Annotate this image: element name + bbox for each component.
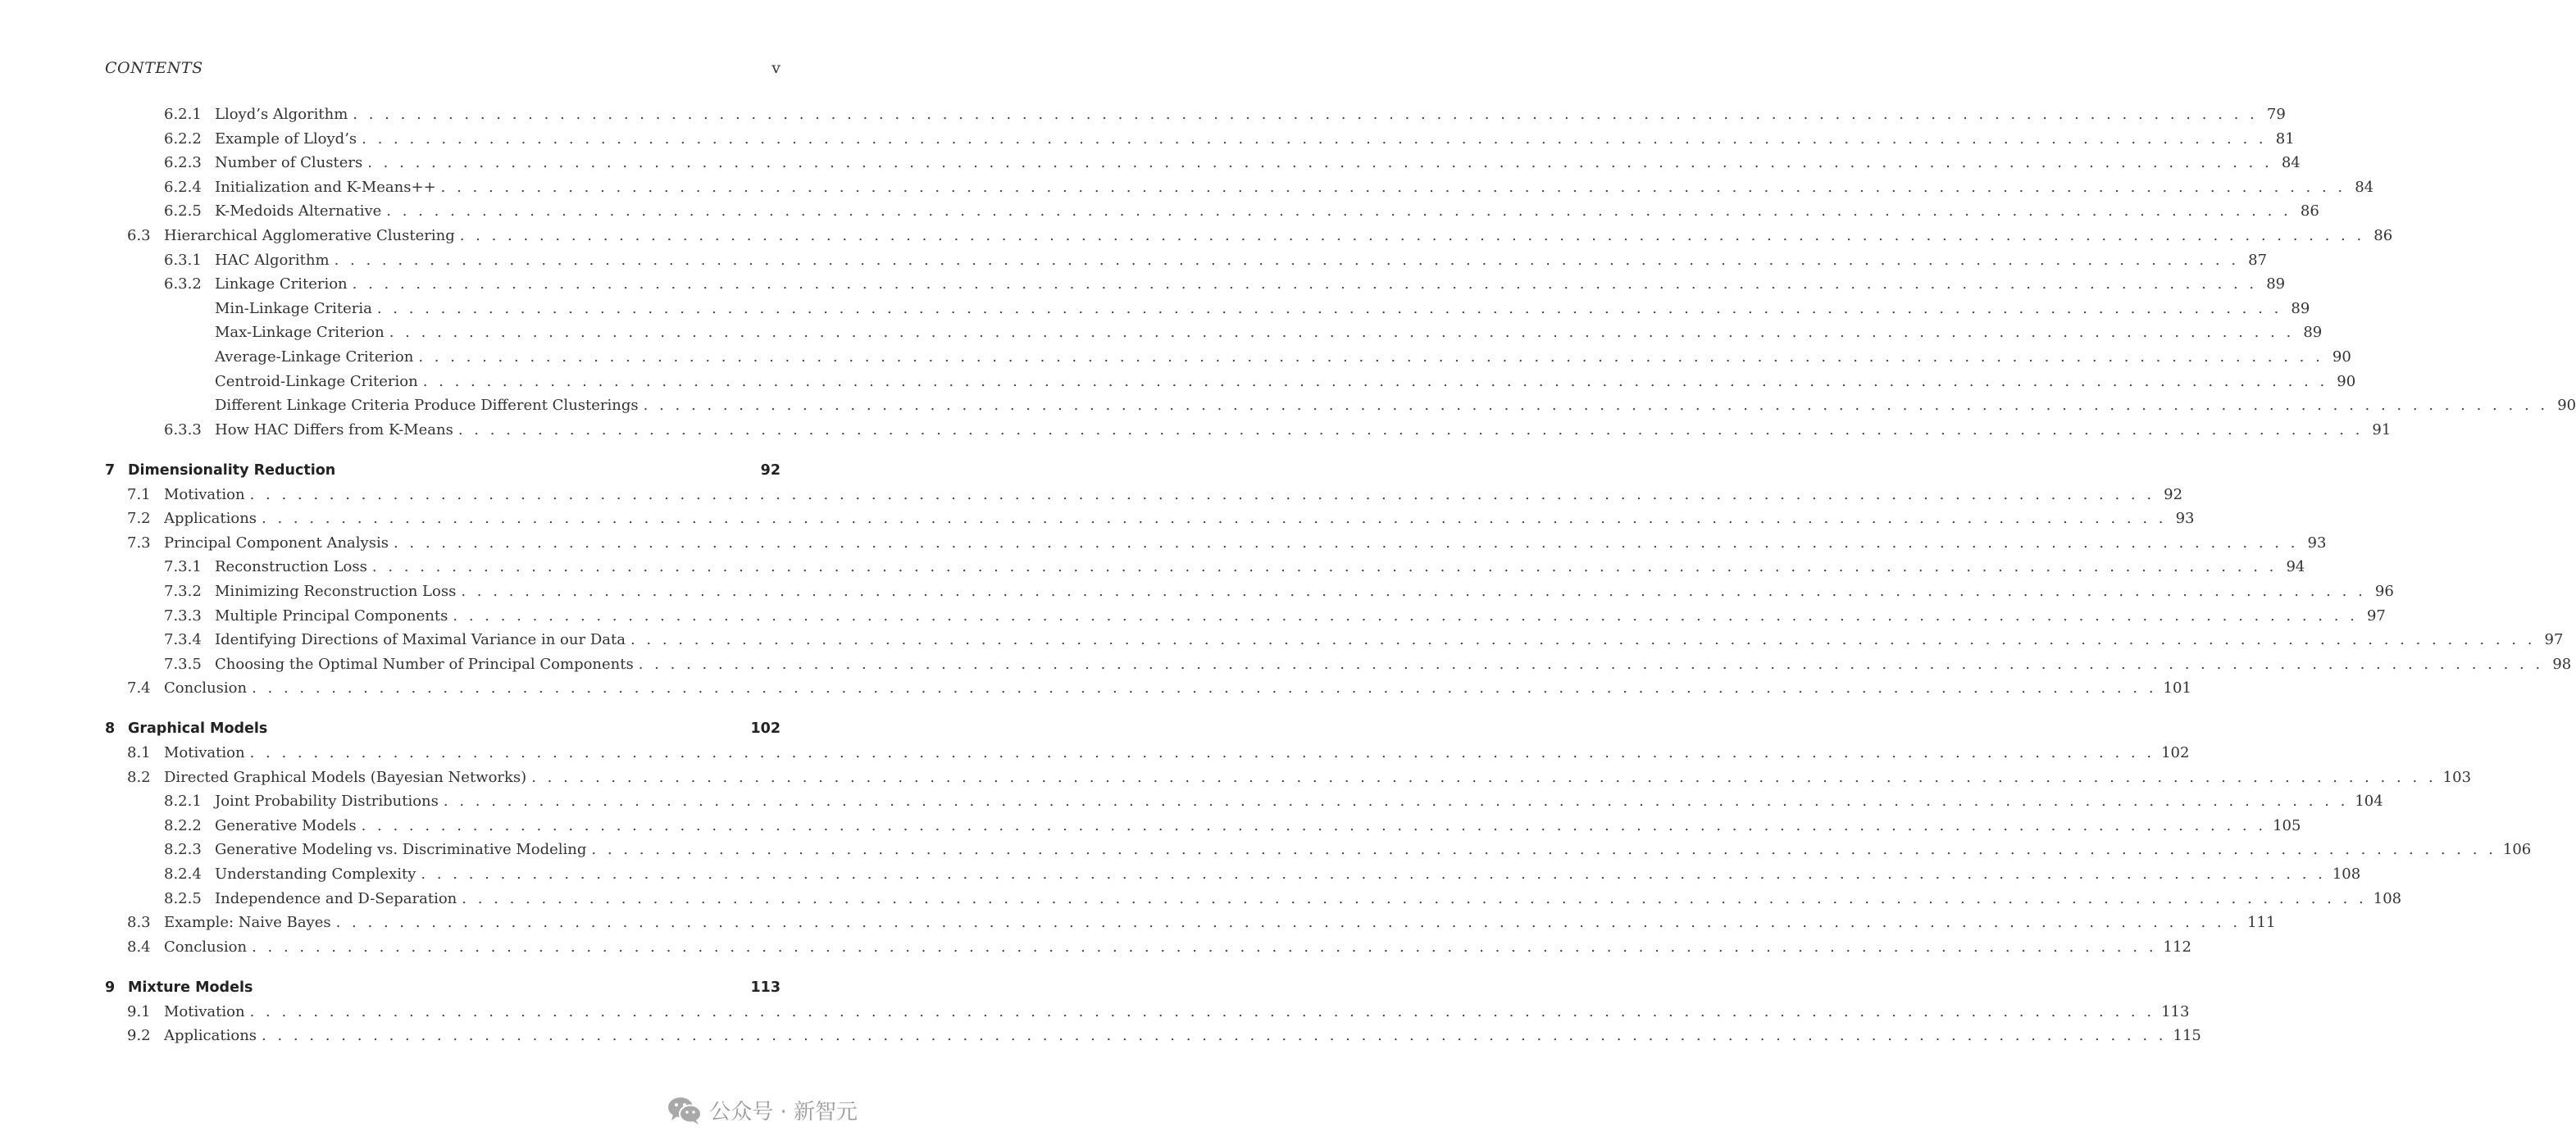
toc-entry-title: Motivation [164,744,245,761]
toc-entry[interactable] [105,370,2356,393]
dot-leader: . . . . . . . . . . . . . . . . . . . . . . . . . . . . . . . . . . . . . . . . . . . . . . . . . . . . . . . . . . . . . . . . . . . . . . . . . . . . . . . . . . . . . . . . . . . . . . . . . . . . . . . . . . . . . . . . . . . . . . . . [643,397,2549,415]
toc-entry-number: 7.3.3 [164,607,202,625]
dot-leader: . . . . . . . . . . . . . . . . . . . . . . . . . . . . . . . . . . . . . . . . . . . . . . . . . . . . . . . . . . . . . . . . . . . . . . . . . . . . . . . . . . . . . . . . . . . . . . . . . . . . . . . . . . . . . . . . . . . . . . . . [461,582,2366,600]
watermark-text: 公众号 · 新智元 [709,1100,858,1125]
toc-entry-page: 87 [2248,251,2268,269]
toc-entry-title: Mixture Models [128,979,253,996]
dot-leader: . . . . . . . . . . . . . . . . . . . . . . . . . . . . . . . . . . . . . . . . . . . . . . . . . . . . . . . . . . . . . . . . . . . . . . . . . . . . . . . . . . . . . . . . . . . . . . . . . . . . . . . . . . . . . . . . . . . . . . . . [262,510,2167,528]
toc-entry[interactable] [105,838,2532,861]
toc-entry-title: Applications [164,510,257,528]
toc-entry-number: 6.2.2 [164,129,202,148]
dot-leader: . . . . . . . . . . . . . . . . . . . . . . . . . . . . . . . . . . . . . . . . . . . . . . . . . . . . . . . . . . . . . . . . . . . . . . . . . . . . . . . . . . . . . . . . . . . . . . . . . . . . . . . . . . . . . . . . . . . . . . . . [367,154,2273,172]
toc-entry-number: 8.1 [127,744,151,761]
toc-entry[interactable] [105,556,2305,579]
toc-entry[interactable] [105,394,2576,417]
toc-entry-title: Graphical Models [128,720,268,738]
dot-leader: . . . . . . . . . . . . . . . . . . . . . . . . . . . . . . . . . . . . . . . . . . . . . . . . . . . . . . . . . . . . . . . . . . . . . . . . . . . . . . . . . . . . . . . . . . . . . . . . . . . . . . . . . . . . . . . . . . . . . . . . [249,485,2155,503]
toc-entry-title: Applications [164,1027,257,1045]
toc-entry-title: Motivation [164,1002,245,1020]
toc-entry-number: 6.2.3 [164,154,202,172]
toc-entry-page: 97 [2544,631,2564,649]
dot-leader: . . . . . . . . . . . . . . . . . . . . . . . . . . . . . . . . . . . . . . . . . . . . . . . . . . . . . . . . . . . . . . . . . . . . . . . . . . . . . . . . . . . . . . . . . . . . . . . . . . . . . . . . . . . . . . . . . . . . . . . . [459,227,2365,244]
toc-entry[interactable] [105,742,2190,765]
toc-entry[interactable] [105,273,2286,296]
toc-entry-title: Different Linkage Criteria Produce Different Clusterings [215,397,639,415]
toc-entry-page: 97 [2366,607,2386,625]
toc-entry-page: 92 [2164,485,2183,503]
toc-entry-page: 98 [2552,655,2572,673]
toc-entry-page: 113 [2161,1002,2190,1020]
toc-entry-page: 112 [2163,938,2191,956]
wechat-icon [667,1096,703,1125]
toc-entry-page: 105 [2273,816,2301,834]
toc-entry-title: Independence and D-Separation [215,889,457,907]
dot-leader: . . . . . . . . . . . . . . . . . . . . . . . . . . . . . . . . . . . . . . . . . . . . . . . . . . . . . . . . . . . . . . . . . . . . . . . . . . . . . . . . . . . . . . . . . . . . . . . . . . . . . . . . . . . . . . . . . . . . . . . . [389,324,2295,342]
dot-leader: . . . . . . . . . . . . . . . . . . . . . . . . . . . . . . . . . . . . . . . . . . . . . . . . . . . . . . . . . . . . . . . . . . . . . . . . . . . . . . . . . . . . . . . . . . . . . . . . . . . . . . . . . . . . . . . . . . . . . . . . [386,202,2292,220]
toc-entry-number: 6.2.1 [164,106,202,123]
dot-leader: . . . . . . . . . . . . . . . . . . . . . . . . . . . . . . . . . . . . . . . . . . . . . . . . . . . . . . . . . . . . . . . . . . . . . . . . . . . . . . . . . . . . . . . . . . . . . . . . . . . . . . . . . . . . . . . . . . . . . . . . [252,679,2157,697]
toc-entry-title: K-Medoids Alternative [215,202,382,220]
toc-entry-page: 89 [2266,275,2286,293]
dot-leader: . . . . . . . . . . . . . . . . . . . . . . . . . . . . . . . . . . . . . . . . . . . . . . . . . . . . . . . . . . . . . . . . . . . . . . . . . . . . . . . . . . . . . . . . . . . . . . . . . . . . . . . . . . . . . . . . . . . . . . . . [252,938,2157,956]
toc-entry[interactable] [105,484,2183,507]
toc-entry[interactable] [105,936,2191,959]
dot-leader: . . . . . . . . . . . . . . . . . . . . . . . . . . . . . . . . . . . . . . . . . . . . . . . . . . . . . . . . . . . . . . . . . . . . . . . . . . . . . . . . . . . . . . . . . . . . . . . . . . . . . . . . . . . . . . . . . . . . . . . . [249,1002,2155,1020]
toc-entry-number: 7.4 [127,679,151,697]
toc-entry-number: 6.3.3 [164,420,202,438]
toc-entry-page: 90 [2557,397,2576,415]
toc-entry-page: 115 [2173,1027,2201,1045]
toc-entry[interactable] [105,1001,2190,1024]
toc-entry-page: 96 [2374,582,2394,600]
toc-entry-page: 84 [2281,154,2301,172]
dot-leader: . . . . . . . . . . . . . . . . . . . . . . . . . . . . . . . . . . . . . . . . . . . . . . . . . . . . . . . . . . . . . . . . . . . . . . . . . . . . . . . . . . . . . . . . . . . . . . . . . . . . . . . . . . . . . . . . . . . . . . . . [393,534,2299,552]
toc-entry-number: 8.4 [127,938,151,956]
toc-entry-number: 7.3.1 [164,558,202,576]
toc-entry-number: 6.2.4 [164,178,202,196]
toc-entry[interactable] [105,200,2319,223]
dot-leader: . . . . . . . . . . . . . . . . . . . . . . . . . . . . . . . . . . . . . . . . . . . . . . . . . . . . . . . . . . . . . . . . . . . . . . . . . . . . . . . . . . . . . . . . . . . . . . . . . . . . . . . . . . . . . . . . . . . . . . . . [371,558,2278,576]
toc-entry-page: 79 [2266,106,2286,123]
running-head [105,59,781,84]
toc-entry[interactable] [105,532,2327,555]
page-number: v [771,59,781,77]
watermark [667,1095,858,1125]
toc-entry-page: 103 [2442,768,2472,786]
toc-entry[interactable] [105,249,2268,272]
toc-entry[interactable] [105,103,2286,126]
toc-entry[interactable] [105,815,2301,838]
toc-entry-number: 7.3.4 [164,631,202,649]
dot-leader: . . . . . . . . . . . . . . . . . . . . . . . . . . . . . . . . . . . . . . . . . . . . . . . . . . . . . . . . . . . . . . . . . . . . . . . . . . . . . . . . . . . . . . . . . . . . . . . . . . . . . . . . . . . . . . . . . . . . . . . . [334,251,2240,269]
toc-entry-number: 6.3.2 [164,275,202,293]
dot-leader: . . . . . . . . . . . . . . . . . . . . . . . . . . . . . . . . . . . . . . . . . . . . . . . . . . . . . . . . . . . . . . . . . . . . . . . . . . . . . . . . . . . . . . . . . . . . . . . . . . . . . . . . . . . . . . . . . . . . . . . . [335,914,2241,932]
toc-entry-number: 8.3 [127,914,151,932]
toc-entry-page: 91 [2372,420,2392,438]
toc-entry-page: 94 [2286,558,2305,576]
toc-entry[interactable] [105,605,2386,628]
toc-entry[interactable] [105,128,2295,151]
toc-entry-title: Initialization and K-Means++ [215,178,436,196]
toc-entry-title: Number of Clusters [215,154,363,172]
toc-entry-page: 89 [2291,299,2310,317]
dot-leader: . . . . . . . . . . . . . . . . . . . . . . . . . . . . . . . . . . . . . . . . . . . . . . . . . . . . . . . . . . . . . . . . . . . . . . . . . . . . . . . . . . . . . . . . . . . . . . . . . . . . . . . . . . . . . . . . . . . . . . . . [262,1027,2167,1045]
toc-entry[interactable] [105,507,2195,530]
dot-leader: . . . . . . . . . . . . . . . . . . . . . . . . . . . . . . . . . . . . . . . . . . . . . . . . . . . . . . . . . . . . . . . . . . . . . . . . . . . . . . . . . . . . . . . . . . . . . . . . . . . . . . . . . . . . . . . . . . . . . . . . [453,607,2358,625]
dot-leader: . . . . . . . . . . . . . . . . . . . . . . . . . . . . . . . . . . . . . . . . . . . . . . . . . . . . . . . . . . . . . . . . . . . . . . . . . . . . . . . . . . . . . . . . . . . . . . . . . . . . . . . . . . . . . . . . . . . . . . . . [638,655,2544,673]
toc-entry-page: 101 [2163,679,2191,697]
toc-entry-number: 8.2.1 [164,793,202,811]
toc-entry-number: 7.1 [127,485,151,503]
toc-entry-page: 86 [2373,227,2393,244]
toc-entry-number: 6.3 [127,227,151,244]
toc-entry[interactable] [105,419,2392,442]
toc-entry-number: 9 [105,979,116,996]
toc-entry-page: 102 [750,720,781,738]
running-head-title: CONTENTS [105,59,203,77]
toc-entry-title: Minimizing Reconstruction Loss [215,582,457,600]
toc-chapter-entry[interactable] [105,717,781,740]
dot-leader: . . . . . . . . . . . . . . . . . . . . . . . . . . . . . . . . . . . . . . . . . . . . . . . . . . . . . . . . . . . . . . . . . . . . . . . . . . . . . . . . . . . . . . . . . . . . . . . . . . . . . . . . . . . . . . . . . . . . . . . . [531,768,2437,786]
toc-entry-title: Max-Linkage Criterion [215,324,385,342]
toc-entry[interactable] [105,629,2564,652]
toc-entry-page: 86 [2300,202,2319,220]
toc-entry-number: 9.1 [127,1002,151,1020]
toc-entry[interactable] [105,346,2351,369]
toc-entry-title: Motivation [164,485,245,503]
toc-entry[interactable] [105,225,2393,248]
toc-entry-number: 7.2 [127,510,151,528]
toc-entry-number: 8.2.3 [164,841,202,859]
toc-entry-number: 7 [105,461,116,479]
toc-entry-page: 102 [2161,744,2190,761]
toc-entry-number: 7.3 [127,534,151,552]
toc-entry[interactable] [105,321,2323,344]
toc-entry-number: 9.2 [127,1027,151,1045]
toc-entry-title: Multiple Principal Components [215,607,448,625]
toc-entry-title: Directed Graphical Models (Bayesian Networks) [164,768,527,786]
toc-entry-number: 8.2.4 [164,866,202,883]
toc-entry-title: How HAC Differs from K-Means [215,420,453,438]
toc-entry-page: 108 [2332,866,2361,883]
dot-leader: . . . . . . . . . . . . . . . . . . . . . . . . . . . . . . . . . . . . . . . . . . . . . . . . . . . . . . . . . . . . . . . . . . . . . . . . . . . . . . . . . . . . . . . . . . . . . . . . . . . . . . . . . . . . . . . . . . . . . . . . [457,420,2364,438]
toc-entry-title: Lloyd’s Algorithm [215,106,348,123]
toc-entry-title: Example: Naive Bayes [164,914,331,932]
toc-entry-page: 93 [2307,534,2327,552]
toc-entry[interactable] [105,152,2301,175]
toc-entry[interactable] [105,677,2191,700]
toc-entry-page: 93 [2175,510,2195,528]
toc-entry-title: Understanding Complexity [215,866,416,883]
dot-leader: . . . . . . . . . . . . . . . . . . . . . . . . . . . . . . . . . . . . . . . . . . . . . . . . . . . . . . . . . . . . . . . . . . . . . . . . . . . . . . . . . . . . . . . . . . . . . . . . . . . . . . . . . . . . . . . . . . . . . . . . [249,744,2155,761]
dot-leader: . . . . . . . . . . . . . . . . . . . . . . . . . . . . . . . . . . . . . . . . . . . . . . . . . . . . . . . . . . . . . . . . . . . . . . . . . . . . . . . . . . . . . . . . . . . . . . . . . . . . . . . . . . . . . . . . . . . . . . . . [440,178,2346,196]
toc-entry-page: 108 [2373,889,2402,907]
toc-entry-title: Average-Linkage Criterion [215,348,414,366]
toc-entry-title: Conclusion [164,679,248,697]
dot-leader: . . . . . . . . . . . . . . . . . . . . . . . . . . . . . . . . . . . . . . . . . . . . . . . . . . . . . . . . . . . . . . . . . . . . . . . . . . . . . . . . . . . . . . . . . . . . . . . . . . . . . . . . . . . . . . . . . . . . . . . . [630,631,2536,649]
dot-leader: . . . . . . . . . . . . . . . . . . . . . . . . . . . . . . . . . . . . . . . . . . . . . . . . . . . . . . . . . . . . . . . . . . . . . . . . . . . . . . . . . . . . . . . . . . . . . . . . . . . . . . . . . . . . . . . . . . . . . . . . [362,129,2267,148]
toc-entry-title: Reconstruction Loss [215,558,367,576]
toc-chapter-entry[interactable] [105,976,781,999]
toc-entry-page: 92 [760,461,781,479]
toc-chapter-entry[interactable] [105,459,781,482]
toc-entry[interactable] [105,176,2374,199]
toc-entry[interactable] [105,580,2394,603]
toc-entry-page: 106 [2502,841,2532,859]
toc-entry-title: Joint Probability Distributions [215,793,439,811]
dot-leader: . . . . . . . . . . . . . . . . . . . . . . . . . . . . . . . . . . . . . . . . . . . . . . . . . . . . . . . . . . . . . . . . . . . . . . . . . . . . . . . . . . . . . . . . . . . . . . . . . . . . . . . . . . . . . . . . . . . . . . . . [361,816,2267,834]
toc-entry[interactable] [105,298,2310,320]
toc-entry-title: Principal Component Analysis [164,534,389,552]
toc-entry-page: 84 [2355,178,2374,196]
toc-entry-page: 89 [2303,324,2323,342]
toc-entry-number: 8.2.2 [164,816,202,834]
toc-entry-page: 111 [2247,914,2276,932]
toc-entry-title: Dimensionality Reduction [128,461,336,479]
toc-entry-title: Min-Linkage Criteria [215,299,372,317]
toc-entry-page: 113 [750,979,781,996]
toc-entry-page: 90 [2337,372,2356,390]
toc-entry-title: HAC Algorithm [215,251,330,269]
toc-entry-number: 8 [105,720,116,738]
toc-entry-title: Identifying Directions of Maximal Variance in our Data [215,631,626,649]
toc-entry[interactable] [105,653,2572,676]
toc-entry[interactable] [105,790,2383,813]
toc-entry-title: Choosing the Optimal Number of Principal Components [215,655,634,673]
toc-entry-title: Example of Lloyd’s [215,129,357,148]
dot-leader: . . . . . . . . . . . . . . . . . . . . . . . . . . . . . . . . . . . . . . . . . . . . . . . . . . . . . . . . . . . . . . . . . . . . . . . . . . . . . . . . . . . . . . . . . . . . . . . . . . . . . . . . . . . . . . . . . . . . . . . . [418,348,2323,366]
toc-entry-number: 8.2.5 [164,889,202,907]
dot-leader: . . . . . . . . . . . . . . . . . . . . . . . . . . . . . . . . . . . . . . . . . . . . . . . . . . . . . . . . . . . . . . . . . . . . . . . . . . . . . . . . . . . . . . . . . . . . . . . . . . . . . . . . . . . . . . . . . . . . . . . . [352,275,2258,293]
toc-entry-title: Linkage Criterion [215,275,348,293]
toc-entry-page: 104 [2355,793,2383,811]
toc-entry-title: Generative Models [215,816,357,834]
toc-entry-title: Centroid-Linkage Criterion [215,372,418,390]
dot-leader: . . . . . . . . . . . . . . . . . . . . . . . . . . . . . . . . . . . . . . . . . . . . . . . . . . . . . . . . . . . . . . . . . . . . . . . . . . . . . . . . . . . . . . . . . . . . . . . . . . . . . . . . . . . . . . . . . . . . . . . . [443,793,2349,811]
toc-entry-title: Conclusion [164,938,248,956]
toc-entry-number: 7.3.5 [164,655,202,673]
toc-entry-number: 7.3.2 [164,582,202,600]
dot-leader: . . . . . . . . . . . . . . . . . . . . . . . . . . . . . . . . . . . . . . . . . . . . . . . . . . . . . . . . . . . . . . . . . . . . . . . . . . . . . . . . . . . . . . . . . . . . . . . . . . . . . . . . . . . . . . . . . . . . . . . . [591,841,2496,859]
toc-entry-number: 6.2.5 [164,202,202,220]
toc-entry[interactable] [105,766,2472,789]
toc-entry-page: 81 [2275,129,2295,148]
toc-entry-number: 6.3.1 [164,251,202,269]
toc-entry-page: 90 [2332,348,2351,366]
toc-entry-title: Generative Modeling vs. Discriminative Modeling [215,841,587,859]
toc-entry[interactable] [105,863,2361,886]
toc-entry-number: 8.2 [127,768,151,786]
toc-entry[interactable] [105,888,2402,911]
dot-leader: . . . . . . . . . . . . . . . . . . . . . . . . . . . . . . . . . . . . . . . . . . . . . . . . . . . . . . . . . . . . . . . . . . . . . . . . . . . . . . . . . . . . . . . . . . . . . . . . . . . . . . . . . . . . . . . . . . . . . . . . [421,866,2326,883]
dot-leader: . . . . . . . . . . . . . . . . . . . . . . . . . . . . . . . . . . . . . . . . . . . . . . . . . . . . . . . . . . . . . . . . . . . . . . . . . . . . . . . . . . . . . . . . . . . . . . . . . . . . . . . . . . . . . . . . . . . . . . . . [422,372,2328,390]
toc-entry[interactable] [105,911,2276,934]
toc-entry-title: Hierarchical Agglomerative Clustering [164,227,455,244]
dot-leader: . . . . . . . . . . . . . . . . . . . . . . . . . . . . . . . . . . . . . . . . . . . . . . . . . . . . . . . . . . . . . . . . . . . . . . . . . . . . . . . . . . . . . . . . . . . . . . . . . . . . . . . . . . . . . . . . . . . . . . . . [462,889,2367,907]
dot-leader: . . . . . . . . . . . . . . . . . . . . . . . . . . . . . . . . . . . . . . . . . . . . . . . . . . . . . . . . . . . . . . . . . . . . . . . . . . . . . . . . . . . . . . . . . . . . . . . . . . . . . . . . . . . . . . . . . . . . . . . . [353,106,2258,123]
toc-entry[interactable] [105,1025,2201,1047]
dot-leader: . . . . . . . . . . . . . . . . . . . . . . . . . . . . . . . . . . . . . . . . . . . . . . . . . . . . . . . . . . . . . . . . . . . . . . . . . . . . . . . . . . . . . . . . . . . . . . . . . . . . . . . . . . . . . . . . . . . . . . . . [376,299,2282,317]
